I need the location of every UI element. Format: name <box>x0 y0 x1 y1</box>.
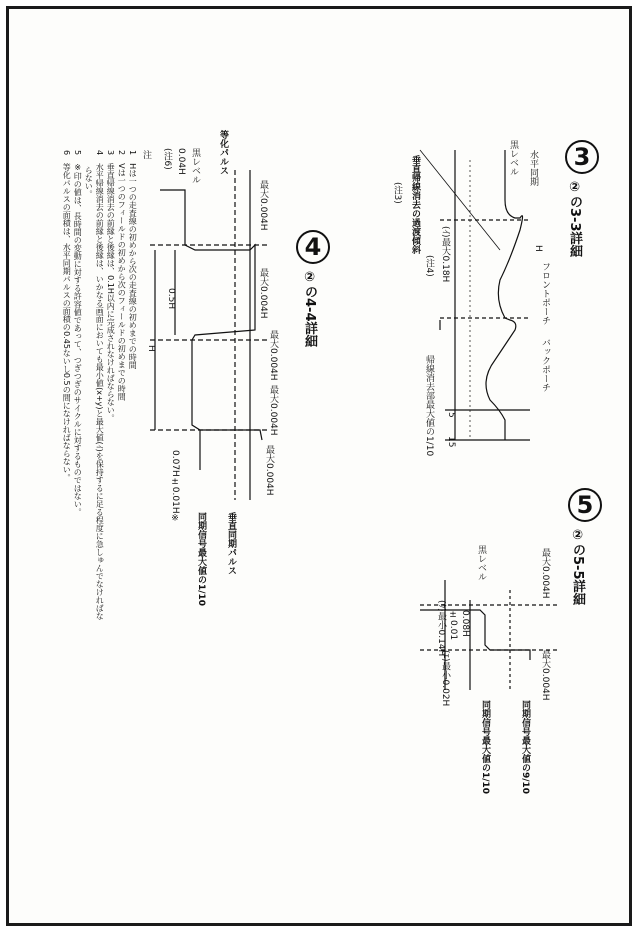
s4-max-a: 最大0.004H <box>258 180 268 231</box>
s4-max-c: 最大0.004H <box>268 330 278 381</box>
s4-half-H: 0.5H <box>166 288 176 310</box>
section4-number-circle <box>296 230 330 264</box>
s4-sync-max: 同期信号最大値の1/10 <box>196 512 206 607</box>
s5-black-level: 黒レベル <box>476 545 486 581</box>
s3-vertical-blanking: 垂直帰線消去の過渡傾斜 <box>410 155 420 254</box>
note-line: 6 等化パルスの面積は、水平同期パルスの面積の0.45ないし0.5の間になければならない。 <box>62 150 72 482</box>
s5-max-0004H-b: 最大0.004H <box>540 650 550 701</box>
s4-max-b: 最大0.004H <box>258 268 268 319</box>
s5-sync-max-910: 同期信号最大値の9/10 <box>520 700 530 795</box>
s4-val-007H: 0.07H±0.01H※ <box>170 450 180 524</box>
note-line: 2 Vは一つのフィールドの初めから次のフィールドの初めまでの時間 <box>117 150 127 401</box>
s3-note3: (注3) <box>392 182 402 204</box>
s4-black-level: 黒レベル <box>190 148 200 184</box>
note-line: 4 水平帰線消去の前縁と後縁は、いかなる画面においても最小値(x+y)と最大値(ｲ)を保持するに足る程度に急しゅんでなければな <box>95 150 105 620</box>
s5-val-001: ±0.01 <box>448 610 458 641</box>
note-line: 5 ※印の値は、長時間の変動に対する許容値であって、つぎつぎのサイクルに対するものではない。 <box>73 150 83 517</box>
section3-number: 3 <box>573 143 591 171</box>
s5-sync-max-110: 同期信号最大値の1/10 <box>480 700 490 795</box>
note-line: 1 Hは一つの走査線の初めから次の走査線の初めまでの時間 <box>128 150 138 370</box>
note-line: 3 垂直帰線消去の前縁と後縁は、0.1H以内に完成されなければならない。 <box>106 150 116 422</box>
s4-vertical-sync: 垂直同期パルス <box>226 512 236 575</box>
s5-min-014H: (ｳ)最小0.14H <box>436 600 446 657</box>
s5-min-002H: (ｴ)最小0.02H <box>440 650 450 707</box>
s4-equalizing-pulse: 等化パルス <box>218 130 228 175</box>
section4-number: 4 <box>304 233 322 261</box>
s4-H: H <box>146 345 156 352</box>
s3-five: 5 <box>446 412 456 418</box>
section3-waveform <box>486 150 523 440</box>
note-line: らない。 <box>84 150 94 198</box>
notes-block <box>56 150 156 830</box>
section4-title: ②の4-4詳細 <box>302 270 317 348</box>
section5-number: 5 <box>576 491 594 519</box>
s3-front-porch: フロントポーチ <box>540 262 550 325</box>
s4-max-d: 最大0.004H <box>268 385 278 436</box>
section3-number-circle <box>565 140 599 174</box>
s4-note6: (注6) <box>162 148 172 170</box>
s5-max-0004H: 最大0.004H <box>540 548 550 599</box>
s3-blanking-max: 帰線消去部最大値の1/10 <box>424 355 434 457</box>
section5-title: ②の5-5詳細 <box>570 528 585 606</box>
s3-H: H <box>533 245 543 252</box>
s5-val-008H: 0.08H <box>460 610 470 637</box>
s3-black-level: 黒レベル <box>508 140 518 176</box>
s3-fifteen: 15 <box>446 436 456 448</box>
section3-title: ②の3-3詳細 <box>567 180 582 258</box>
s3-max-018: (ｲ)最大0.18H <box>440 226 450 283</box>
s3-horizontal-sync: 水平同期 <box>528 150 538 186</box>
s3-note4: (注4) <box>424 255 434 277</box>
s4-val-004H: 0.04H <box>176 148 186 175</box>
notes-title: 注 <box>141 150 151 159</box>
s4-max-e: 最大0.004H <box>264 445 274 496</box>
section5-number-circle <box>568 488 602 522</box>
s3-back-porch: バックポーチ <box>540 338 550 392</box>
